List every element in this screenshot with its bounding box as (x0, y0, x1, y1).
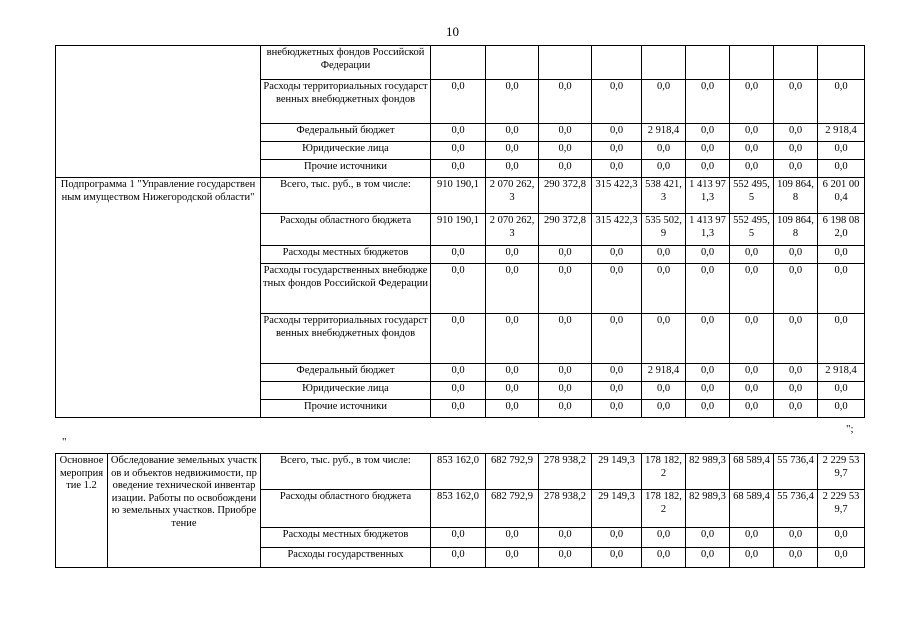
value-cell: 2 229 539,7 (818, 490, 865, 528)
value-cell: 0,0 (730, 80, 774, 124)
value-cell: 0,0 (642, 528, 686, 548)
value-cell: 0,0 (774, 124, 818, 142)
value-cell: 55 736,4 (774, 454, 818, 490)
value-cell: 0,0 (818, 142, 865, 160)
value-cell: 0,0 (539, 160, 592, 178)
value-cell: 0,0 (431, 160, 486, 178)
value-cell (730, 46, 774, 80)
value-cell: 2 918,4 (642, 364, 686, 382)
value-cell: 0,0 (774, 548, 818, 568)
value-cell: 0,0 (486, 80, 539, 124)
value-cell: 0,0 (730, 160, 774, 178)
value-cell: 0,0 (592, 314, 642, 364)
page-number: 10 (446, 24, 459, 39)
value-cell: 0,0 (818, 382, 865, 400)
value-cell: 6 198 082,0 (818, 214, 865, 246)
value-cell: 0,0 (774, 528, 818, 548)
value-cell: 0,0 (730, 142, 774, 160)
value-cell: 0,0 (592, 528, 642, 548)
value-cell: 0,0 (486, 246, 539, 264)
value-cell: 0,0 (730, 528, 774, 548)
value-cell: 0,0 (774, 160, 818, 178)
value-cell: 0,0 (642, 246, 686, 264)
value-cell: 0,0 (686, 548, 730, 568)
value-cell: 2 918,4 (642, 124, 686, 142)
value-cell: 0,0 (818, 528, 865, 548)
value-cell: 68 589,4 (730, 454, 774, 490)
funding-source-label: Прочие источники (261, 160, 431, 178)
funding-source-label: Юридические лица (261, 142, 431, 160)
value-cell: 6 201 000,4 (818, 178, 865, 214)
value-cell: 0,0 (818, 80, 865, 124)
funding-source-label: Расходы областного бюджета (261, 214, 431, 246)
value-cell: 0,0 (592, 160, 642, 178)
value-cell: 0,0 (431, 548, 486, 568)
value-cell: 0,0 (642, 80, 686, 124)
funding-source-label: Федеральный бюджет (261, 364, 431, 382)
value-cell: 0,0 (592, 400, 642, 418)
value-cell: 0,0 (592, 124, 642, 142)
value-cell: 0,0 (486, 382, 539, 400)
value-cell: 0,0 (642, 382, 686, 400)
value-cell: 0,0 (818, 548, 865, 568)
value-cell: 0,0 (592, 382, 642, 400)
activity-description: Обследование земельных участков и объектов недвижимости, проведение технической инвентаризации. Работы по освобождению земельных участков. Приобретение (108, 454, 261, 568)
value-cell: 0,0 (592, 548, 642, 568)
funding-source-label: Расходы местных бюджетов (261, 528, 431, 548)
value-cell: 910 190,1 (431, 214, 486, 246)
empty-program-cell (56, 46, 261, 178)
funding-source-label: Расходы местных бюджетов (261, 246, 431, 264)
value-cell (431, 46, 486, 80)
value-cell: 0,0 (730, 400, 774, 418)
value-cell: 0,0 (592, 364, 642, 382)
value-cell: 0,0 (774, 382, 818, 400)
value-cell: 0,0 (431, 142, 486, 160)
value-cell: 0,0 (686, 314, 730, 364)
value-cell: 0,0 (431, 382, 486, 400)
table-row (56, 454, 865, 490)
value-cell: 0,0 (774, 264, 818, 314)
value-cell: 0,0 (539, 528, 592, 548)
value-cell: 0,0 (818, 400, 865, 418)
value-cell: 82 989,3 (686, 454, 730, 490)
value-cell: 0,0 (539, 246, 592, 264)
value-cell: 0,0 (642, 160, 686, 178)
value-cell: 0,0 (592, 142, 642, 160)
value-cell (818, 46, 865, 80)
value-cell: 0,0 (774, 80, 818, 124)
value-cell: 0,0 (486, 528, 539, 548)
activity-code: Основное мероприятие 1.2 (56, 454, 108, 568)
funding-source-label: Юридические лица (261, 382, 431, 400)
funding-source-label: Расходы государственных внебюджетных фондов Российской Федерации (261, 264, 431, 314)
value-cell: 552 495,5 (730, 178, 774, 214)
value-cell: 0,0 (774, 364, 818, 382)
value-cell: 178 182,2 (642, 454, 686, 490)
value-cell: 1 413 971,3 (686, 178, 730, 214)
value-cell: 0,0 (774, 142, 818, 160)
value-cell: 0,0 (486, 548, 539, 568)
value-cell: 0,0 (774, 314, 818, 364)
value-cell: 68 589,4 (730, 490, 774, 528)
funding-source-label: Расходы территориальных государственных внебюджетных фондов (261, 80, 431, 124)
value-cell: 0,0 (539, 400, 592, 418)
value-cell: 0,0 (818, 160, 865, 178)
funding-source-label: Расходы территориальных государственных внебюджетных фондов (261, 314, 431, 364)
value-cell: 2 918,4 (818, 364, 865, 382)
value-cell: 0,0 (686, 80, 730, 124)
value-cell: 682 792,9 (486, 490, 539, 528)
value-cell: 55 736,4 (774, 490, 818, 528)
value-cell (539, 46, 592, 80)
value-cell: 0,0 (686, 246, 730, 264)
value-cell: 0,0 (539, 80, 592, 124)
value-cell: 315 422,3 (592, 214, 642, 246)
value-cell: 910 190,1 (431, 178, 486, 214)
funding-source-label: Всего, тыс. руб., в том числе: (261, 454, 431, 490)
value-cell: 0,0 (642, 142, 686, 160)
value-cell: 0,0 (431, 124, 486, 142)
value-cell: 535 502,9 (642, 214, 686, 246)
value-cell: 0,0 (774, 400, 818, 418)
value-cell: 0,0 (539, 142, 592, 160)
value-cell: 0,0 (539, 364, 592, 382)
value-cell: 0,0 (686, 400, 730, 418)
value-cell: 290 372,8 (539, 178, 592, 214)
value-cell: 0,0 (592, 264, 642, 314)
value-cell: 0,0 (730, 364, 774, 382)
value-cell: 82 989,3 (686, 490, 730, 528)
value-cell: 0,0 (686, 382, 730, 400)
value-cell: 278 938,2 (539, 490, 592, 528)
value-cell: 0,0 (686, 528, 730, 548)
value-cell: 0,0 (818, 264, 865, 314)
funding-source-label: Всего, тыс. руб., в том числе: (261, 178, 431, 214)
table-row (56, 46, 865, 80)
funding-source-label: Расходы областного бюджета (261, 490, 431, 528)
value-cell: 0,0 (431, 314, 486, 364)
value-cell: 0,0 (486, 264, 539, 314)
value-cell: 0,0 (486, 124, 539, 142)
value-cell: 0,0 (686, 124, 730, 142)
value-cell: 0,0 (686, 142, 730, 160)
value-cell: 0,0 (730, 548, 774, 568)
value-cell: 0,0 (730, 246, 774, 264)
value-cell: 0,0 (592, 80, 642, 124)
value-cell: 315 422,3 (592, 178, 642, 214)
value-cell: 0,0 (431, 264, 486, 314)
value-cell: 0,0 (730, 264, 774, 314)
funding-source-label: Прочие источники (261, 400, 431, 418)
value-cell: 0,0 (774, 246, 818, 264)
value-cell: 0,0 (431, 246, 486, 264)
value-cell: 853 162,0 (431, 454, 486, 490)
subprogram-title: Подпрограмма 1 "Управление государственным имуществом Нижегородской области" (56, 178, 261, 418)
value-cell: 682 792,9 (486, 454, 539, 490)
value-cell: 0,0 (539, 382, 592, 400)
value-cell: 0,0 (431, 528, 486, 548)
value-cell: 0,0 (686, 160, 730, 178)
value-cell: 0,0 (539, 264, 592, 314)
value-cell: 552 495,5 (730, 214, 774, 246)
value-cell: 0,0 (818, 314, 865, 364)
value-cell: 0,0 (486, 160, 539, 178)
value-cell: 0,0 (730, 382, 774, 400)
value-cell: 0,0 (818, 246, 865, 264)
funding-source-label: Федеральный бюджет (261, 124, 431, 142)
value-cell: 0,0 (730, 314, 774, 364)
value-cell: 1 413 971,3 (686, 214, 730, 246)
main-activity-funding-table (55, 453, 865, 568)
value-cell: 0,0 (642, 400, 686, 418)
value-cell: 29 149,3 (592, 490, 642, 528)
value-cell: 0,0 (486, 142, 539, 160)
value-cell: 109 864,8 (774, 178, 818, 214)
funding-source-label: Расходы государственных (261, 548, 431, 568)
value-cell: 0,0 (592, 246, 642, 264)
funding-source-label: внебюджетных фондов Российской Федерации (261, 46, 431, 80)
value-cell: 109 864,8 (774, 214, 818, 246)
subprogram-funding-table (55, 45, 865, 418)
value-cell: 0,0 (642, 314, 686, 364)
value-cell (486, 46, 539, 80)
value-cell: 0,0 (686, 364, 730, 382)
value-cell: 0,0 (642, 264, 686, 314)
value-cell: 290 372,8 (539, 214, 592, 246)
value-cell: 29 149,3 (592, 454, 642, 490)
value-cell: 0,0 (642, 548, 686, 568)
opening-quote-mark: " (62, 436, 67, 448)
value-cell: 0,0 (431, 364, 486, 382)
value-cell: 178 182,2 (642, 490, 686, 528)
value-cell: 853 162,0 (431, 490, 486, 528)
value-cell: 2 070 262,3 (486, 178, 539, 214)
value-cell: 0,0 (431, 400, 486, 418)
value-cell (642, 46, 686, 80)
value-cell: 2 918,4 (818, 124, 865, 142)
value-cell (774, 46, 818, 80)
value-cell: 0,0 (730, 124, 774, 142)
value-cell: 2 229 539,7 (818, 454, 865, 490)
value-cell: 0,0 (686, 264, 730, 314)
value-cell (686, 46, 730, 80)
value-cell (592, 46, 642, 80)
value-cell: 0,0 (486, 400, 539, 418)
value-cell: 278 938,2 (539, 454, 592, 490)
value-cell: 0,0 (539, 314, 592, 364)
value-cell: 538 421,3 (642, 178, 686, 214)
closing-quote-mark: "; (846, 423, 854, 435)
value-cell: 0,0 (431, 80, 486, 124)
value-cell: 0,0 (486, 314, 539, 364)
value-cell: 2 070 262,3 (486, 214, 539, 246)
value-cell: 0,0 (486, 364, 539, 382)
value-cell: 0,0 (539, 124, 592, 142)
table-row (56, 178, 865, 214)
value-cell: 0,0 (539, 548, 592, 568)
